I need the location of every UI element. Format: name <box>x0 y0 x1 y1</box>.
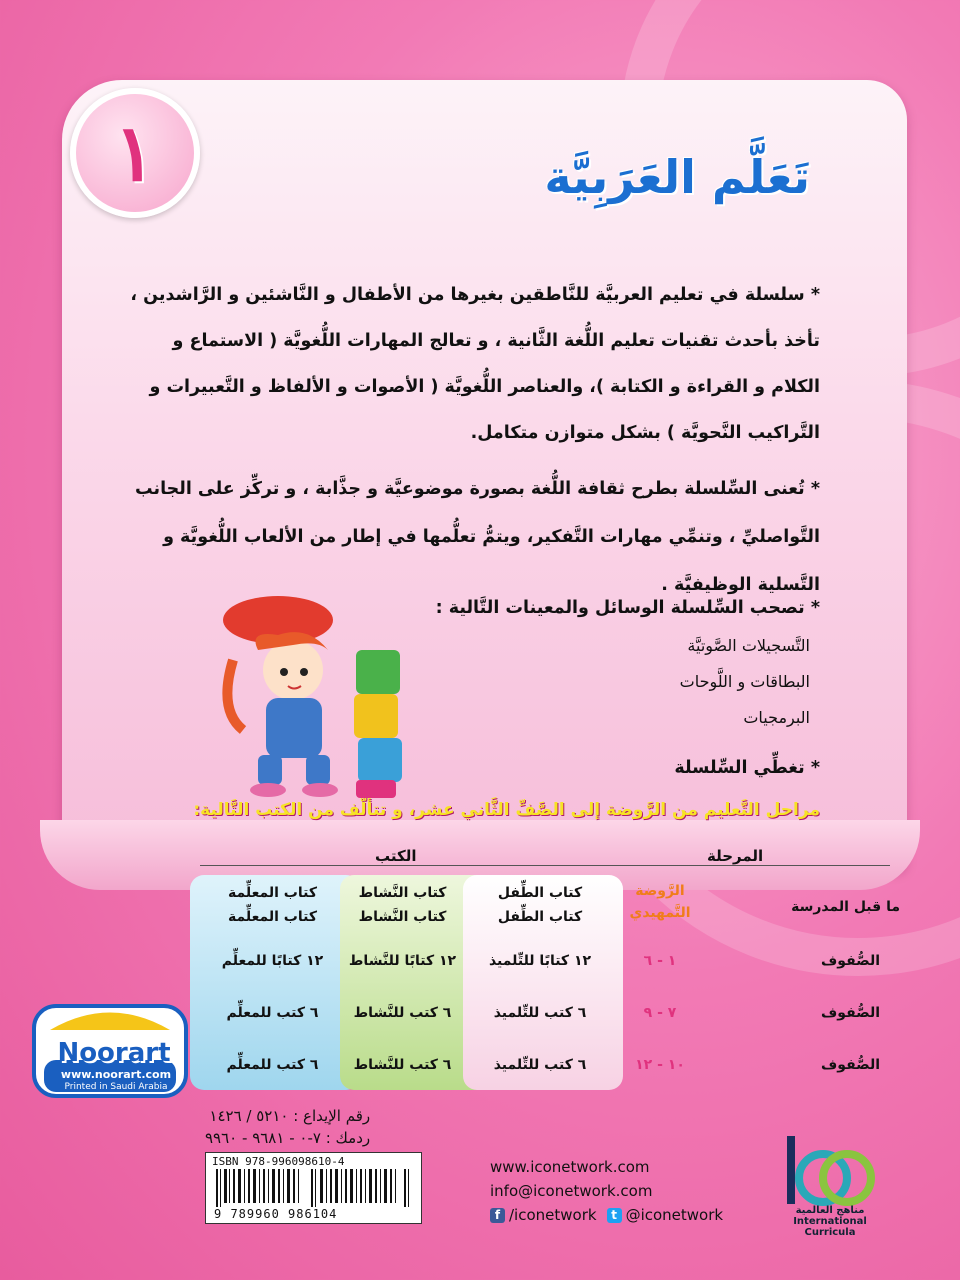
contact-info <box>490 1155 723 1227</box>
girl-head <box>263 640 323 700</box>
volume-number-badge <box>70 88 200 218</box>
header-divider <box>200 865 890 866</box>
website-link[interactable]: www.iconetwork.com <box>490 1158 650 1176</box>
header-books: الكتب <box>375 847 417 865</box>
noorart-url: www.noorart.com <box>60 1068 172 1081</box>
teacher-book-cell: ١٢ كتابًا للمعلِّم <box>221 953 324 969</box>
facebook-handle[interactable]: /iconetwork <box>509 1206 597 1224</box>
letter-block <box>354 694 398 738</box>
teacher-book-cell: كتاب المعلِّمة <box>228 885 317 901</box>
aid-item: البرمجيات <box>743 708 810 727</box>
letter-block <box>356 780 396 798</box>
teacher-book-cell: ٦ كتب للمعلِّم <box>226 1057 319 1073</box>
barcode <box>214 1169 412 1207</box>
twitter-icon: t <box>607 1208 622 1223</box>
activity-book-cell: ٦ كتب للنَّشاط <box>353 1057 452 1073</box>
girl-ponytail <box>227 660 243 730</box>
imprint-info <box>205 1105 370 1149</box>
activity-book-cell: ٦ كتب للنَّشاط <box>353 1005 452 1021</box>
teacher-book-cell: كتاب المعلِّمة <box>228 909 317 925</box>
stage-cell: الرَّوضة <box>635 883 685 899</box>
description-paragraph-2: * تُعنى السِّلسلة بطرح ثقافة اللُّغة بصورة موضوعيَّة و جذَّابة ، و تركِّز على الجانب التَّواصليِّ ، وتنمِّي مهارات التَّفكير، ويتمُّ تعلُّمها في إطار من الألعاب اللُّغويَّة و التَّسلية الوظيفيَّة . <box>134 479 820 595</box>
publisher-name <box>770 1205 890 1238</box>
book-title: تَعَلَّم العَرَبِيَّة <box>544 150 810 204</box>
aid-item: البطاقات و اللَّوحات <box>679 672 810 691</box>
stage-cell: ١٠ - ١٢ <box>635 1057 685 1073</box>
facebook-icon: f <box>490 1208 505 1223</box>
books-table <box>180 835 910 1093</box>
barcode-number: 9 789960 986104 <box>214 1207 338 1221</box>
aids-list <box>680 628 810 736</box>
deposit-number: رقم الإيداع : ٥٢١٠ / ١٤٢٦ <box>209 1107 371 1125</box>
activity-book-cell: كتاب النَّشاط <box>358 909 447 925</box>
isbn-arabic: ردمك : ٧-٠ - ٩٦٨١ - ٩٩٦٠ <box>205 1129 371 1147</box>
letter-block <box>358 738 402 782</box>
child-book-cell: كتاب الطِّفل <box>497 885 583 901</box>
isbn-label: ISBN 978-996098610-4 <box>212 1155 345 1168</box>
girl-illustration <box>218 590 418 800</box>
girl-shoe <box>302 783 338 797</box>
email-link[interactable]: info@iconetwork.com <box>490 1182 653 1200</box>
child-book-cell: كتاب الطِّفل <box>497 909 583 925</box>
girl-eye <box>300 668 308 676</box>
stage-cell: ٧ - ٩ <box>643 1005 677 1021</box>
girl-eye <box>280 668 288 676</box>
twitter-handle[interactable]: @iconetwork <box>625 1206 724 1224</box>
isbn-barcode-box <box>205 1152 422 1224</box>
social-links <box>490 1203 723 1227</box>
child-book-cell: ١٢ كتابًا للتِّلميذ <box>488 953 592 969</box>
stage-cell: ١ - ٦ <box>643 953 677 969</box>
aid-item: التَّسجيلات الصَّوتيَّة <box>687 636 810 655</box>
coverage-heading: * تغطِّي السِّلسلة <box>674 758 820 778</box>
header-stage: المرحلة <box>707 847 764 865</box>
child-book-cell: ٦ كتب للتِّلميذ <box>493 1057 587 1073</box>
publisher-name-arabic: مناهج العالمية <box>795 1205 865 1216</box>
child-book-cell: ٦ كتب للتِّلميذ <box>493 1005 587 1021</box>
level-cell: الصُّفوف <box>821 953 880 969</box>
printed-in-text: Printed in Saudi Arabia <box>64 1082 168 1092</box>
publisher-name-english: International Curricula <box>793 1216 867 1238</box>
level-cell: الصُّفوف <box>821 1005 880 1021</box>
letter-block <box>356 650 400 694</box>
level-cell: ما قبل المدرسة <box>791 899 900 915</box>
level-cell: الصُّفوف <box>821 1057 880 1073</box>
activity-book-cell: ١٢ كتابًا للنَّشاط <box>348 953 457 969</box>
description-paragraph-1: * سلسلة في تعليم العربيَّة للنَّاطقين بغيرها من الأطفال و النَّاشئين و الرَّاشدين ، تأخذ بأحدث تقنيات تعليم اللُّغة الثَّانية ، و تعالج المهارات اللُّغويَّة ( الاستماع و الكلام و القراءة و الكتابة )، والعناصر اللُّغويَّة ( الأصوات و الألفاظ و التَّعبيرات و التَّراكيب النَّحويَّة ) بشكل متوازن متكامل. <box>130 285 820 443</box>
girl-shoe <box>250 783 286 797</box>
stage-cell: التَّمهيدي <box>629 905 691 921</box>
girl-leg <box>258 755 282 785</box>
girl-leg <box>306 755 330 785</box>
aids-heading: * تصحب السِّلسلة الوسائل والمعينات التَّالية : <box>435 598 820 618</box>
coverage-stages-text: مراحل التَّعليم من الرَّوضة إلى الصَّفِّ الثَّاني عشر، و تتألَّف من الكتب التَّالية: <box>193 800 820 820</box>
girl-overalls <box>266 698 322 758</box>
noorart-name: Noorart <box>57 1038 171 1068</box>
volume-number: ١ <box>114 107 156 199</box>
teacher-book-cell: ٦ كتب للمعلِّم <box>226 1005 319 1021</box>
activity-book-cell: كتاب النَّشاط <box>358 885 447 901</box>
